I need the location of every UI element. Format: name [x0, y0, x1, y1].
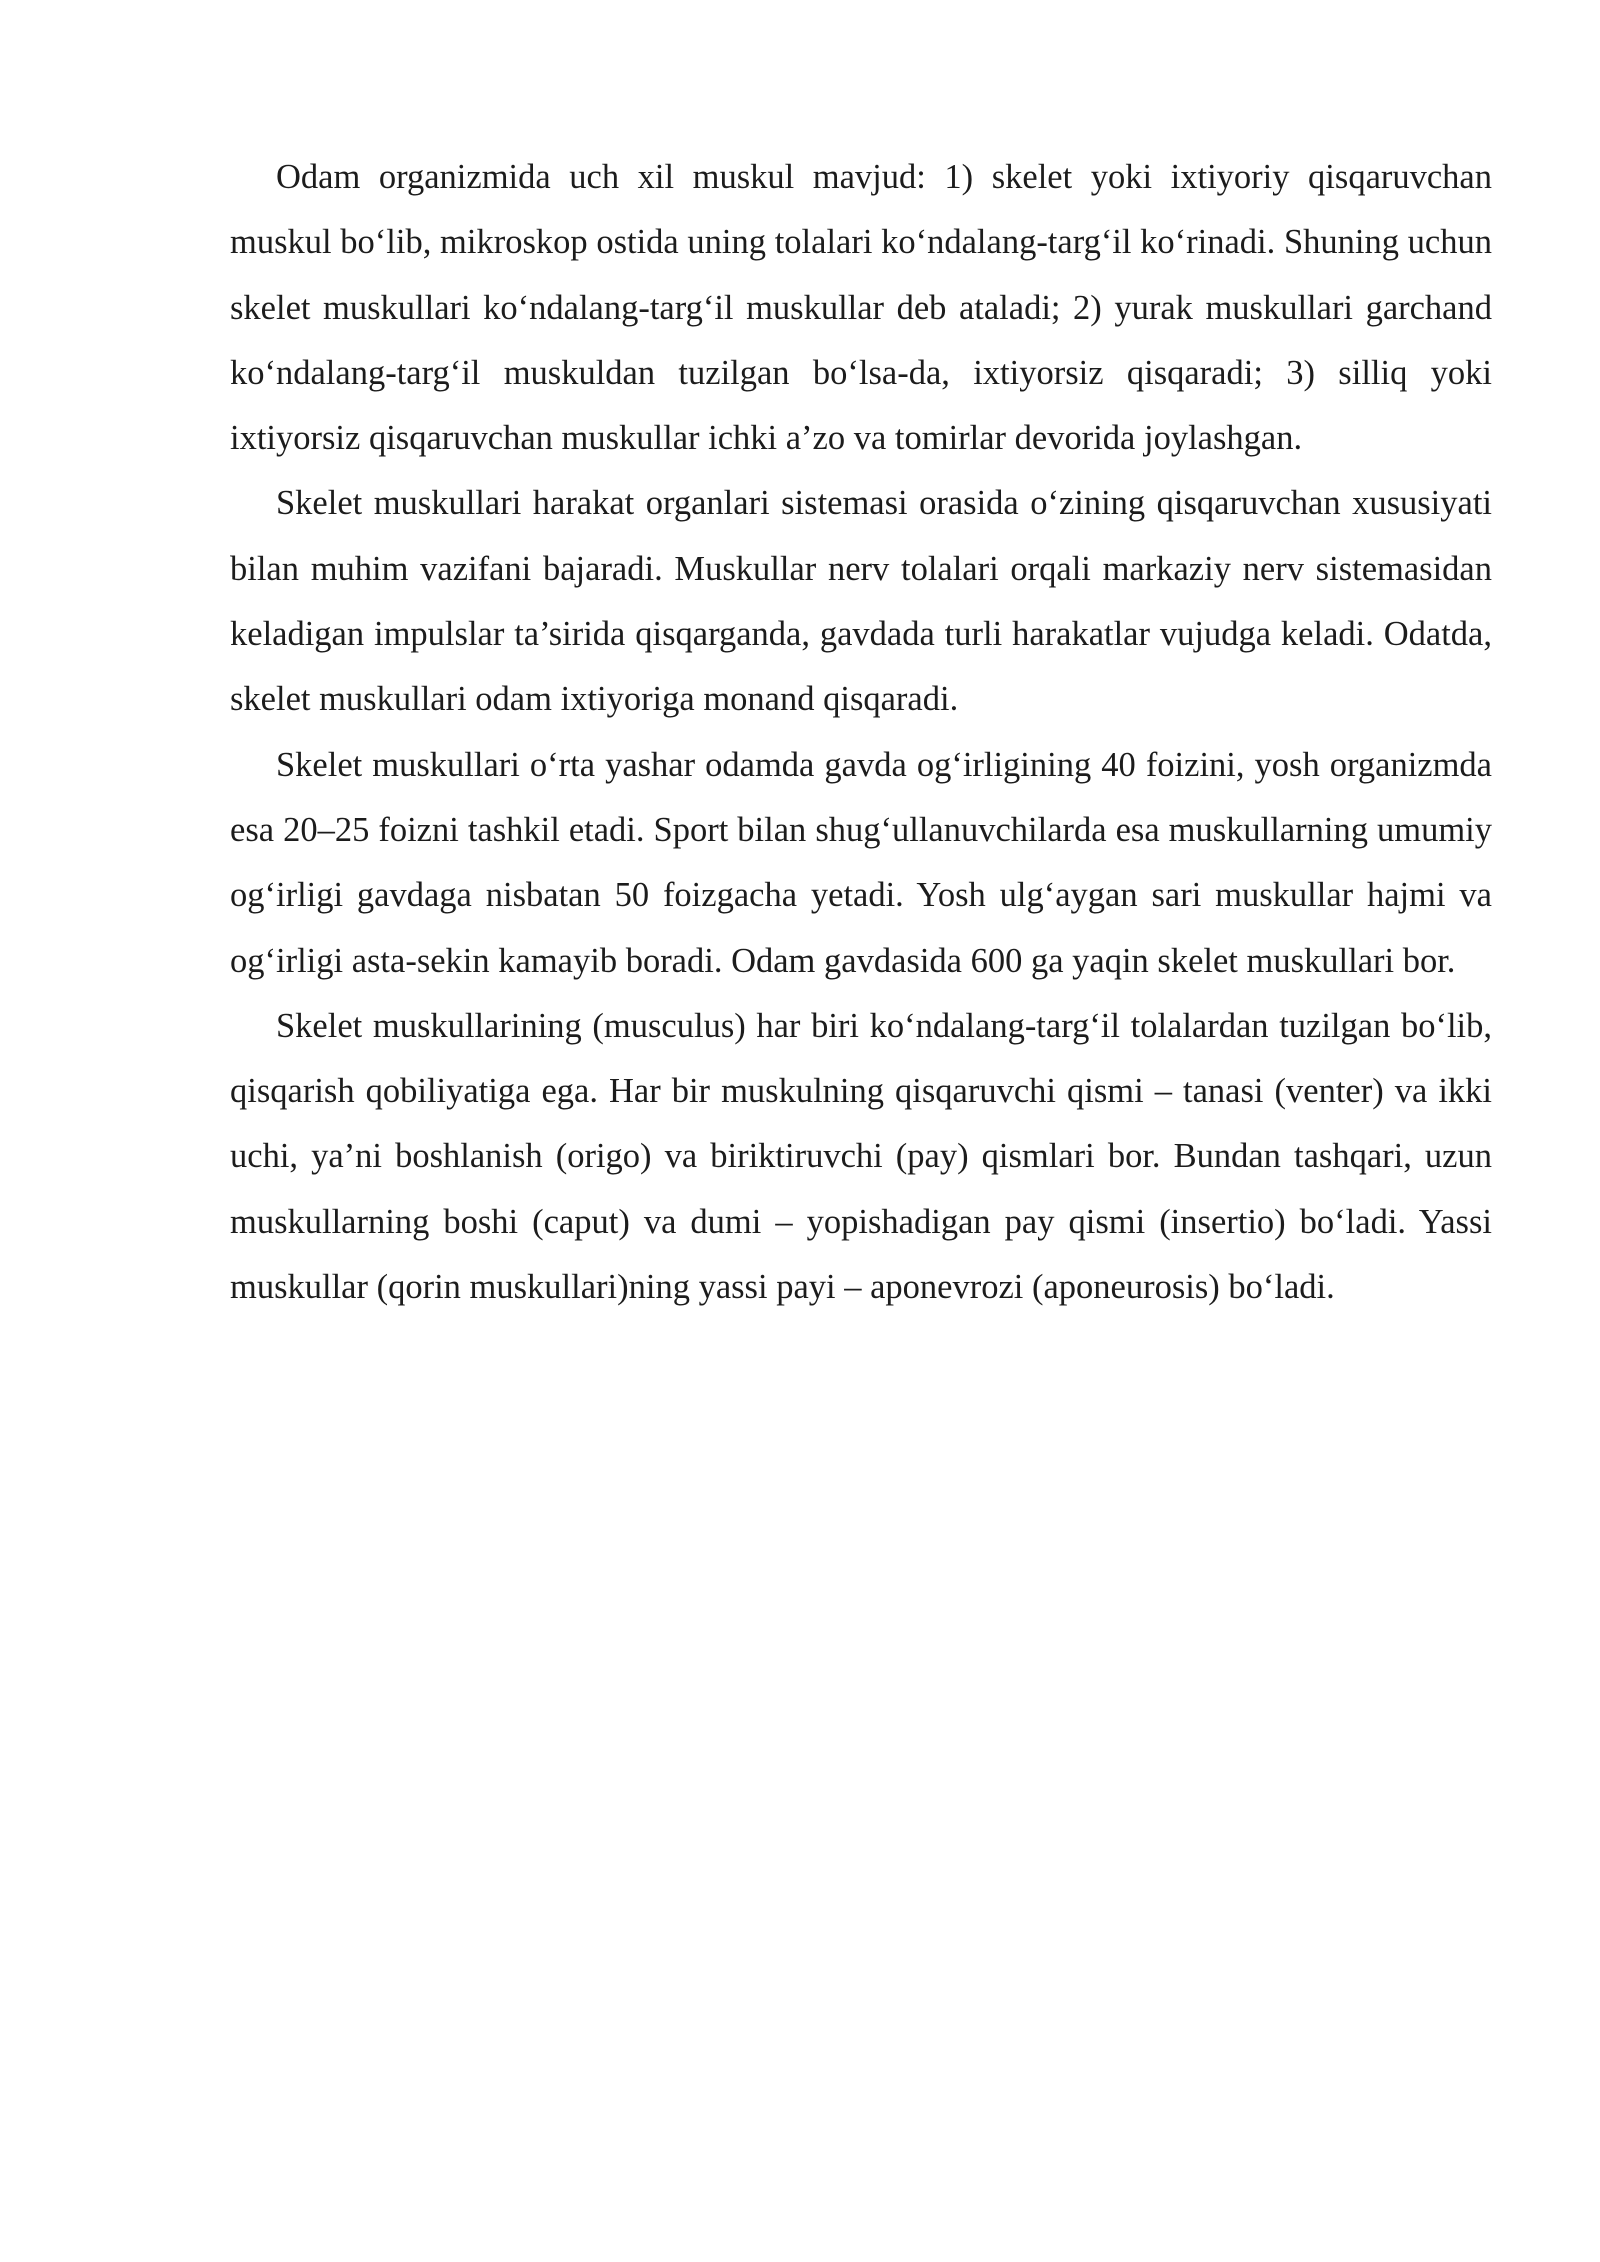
paragraph-3: Skelet muskullari o‘rta yashar odamda gavda og‘irligining 40 foizini, yosh organizmda esa 20–25 foizni tashkil etadi. Sport bilan shug‘ullanuvchilarda esa muskullarning umumiy og‘irligi gavdaga nisbatan 50 foizgacha yetadi. Yosh ulg‘aygan sari muskullar hajmi va og‘irligi asta-sekin kamayib boradi. Odam gavdasida 600 ga yaqin skelet muskullari bor.: [230, 745, 1492, 980]
paragraph-4: Skelet muskullarining (musculus) har biri ko‘ndalang-targ‘il tolalardan tuzilgan bo‘lib, qisqarish qobiliyatiga ega. Har bir muskulning qisqaruvchi qismi – tanasi (venter) va ikki uchi, ya’ni boshlanish (origo) va biriktiruvchi (pay) qismlari bor. Bundan tashqari, uzun muskullarning boshi (caput) va dumi – yopishadigan pay qismi (insertio) bo‘ladi. Yassi muskullar (qorin muskullari)ning yassi payi – aponevrozi (aponeurosis) bo‘ladi.: [230, 1006, 1492, 1307]
paragraph-1: Odam organizmida uch xil muskul mavjud: 1) skelet yoki ixtiyoriy qisqaruvchan muskul bo‘lib, mikroskop ostida uning tolalari ko‘ndalang-targ‘il ko‘rinadi. Shuning uchun skelet muskullari ko‘ndalang-targ‘il muskullar deb ataladi; 2) yurak muskullari garchand ko‘ndalang-targ‘il muskuldan tuzilgan bo‘lsa-da, ixtiyorsiz qisqaradi; 3) silliq yoki ixtiyorsiz qisqaruvchan muskullar ichki a’zo va tomirlar devorida joylashgan.: [230, 158, 1492, 458]
document-body: [230, 145, 1492, 1320]
paragraph-2: Skelet muskullari harakat organlari sistemasi orasida o‘zining qisqaruvchan xususiyati bilan muhim vazifani bajaradi. Muskullar nerv tolalari orqali markaziy nerv sistemasidan keladigan impulslar ta’sirida qisqarganda, gavdada turli harakatlar vujudga keladi. Odatda, skelet muskullari odam ixtiyoriga monand qisqaradi.: [230, 484, 1492, 719]
